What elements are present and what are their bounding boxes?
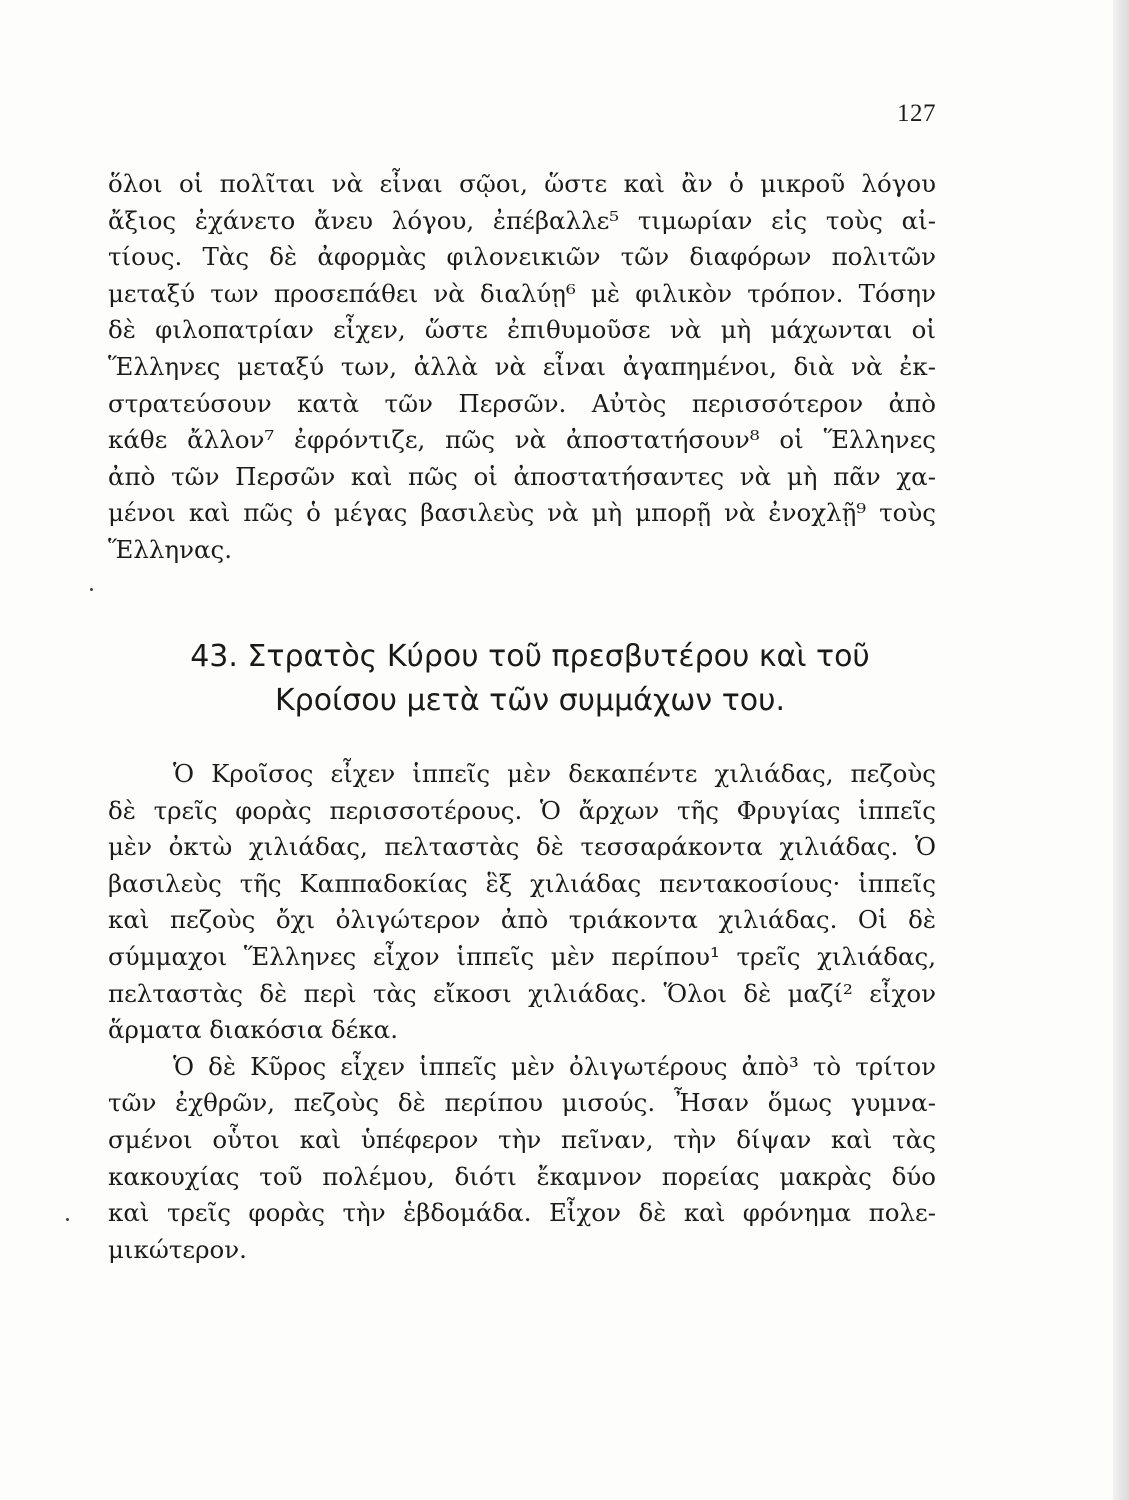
text-line: Ἕλληνες μεταξύ των, ἀλλὰ νὰ εἶναι ἀγαπημένοι, διὰ νὰ ἐκ- bbox=[108, 351, 936, 381]
text-line: κακουχίας τοῦ πολέμου, διότι ἔκαμνον πορείας μακρὰς δύο bbox=[108, 1161, 936, 1191]
text-line: τῶν ἐχθρῶν, πεζοὺς δὲ περίπου μισούς. Ἦσαν ὅμως γυμνα- bbox=[108, 1088, 936, 1118]
section-body bbox=[108, 756, 936, 1268]
text-line: Ὁ Κροῖσος εἶχεν ἱππεῖς μὲν δεκαπέντε χιλιάδας, πεζοὺς bbox=[173, 759, 936, 788]
text-line: δὲ τρεῖς φορὰς περισσοτέρους. Ὁ ἄρχων τῆς Φρυγίας ἱππεῖς bbox=[108, 795, 936, 825]
text-line: καὶ τρεῖς φορὰς τὴν ἑβδομάδα. Εἶχον δὲ καὶ φρόνημα πολε- bbox=[108, 1198, 936, 1228]
text-line: μικώτερον. bbox=[108, 1234, 247, 1264]
text-line: βασιλεὺς τῆς Καππαδοκίας ἓξ χιλιάδας πεντακοσίους· ἱππεῖς bbox=[108, 868, 936, 898]
print-speck bbox=[66, 1218, 69, 1221]
text-line: δὲ φιλοπατρίαν εἶχεν, ὥστε ἐπιθυμοῦσε νὰ μὴ μάχωνται οἱ bbox=[108, 315, 936, 345]
section-heading-line-1: 43. Στρατὸς Κύρου τοῦ πρεσβυτέρου καὶ τοῦ bbox=[190, 639, 870, 674]
text-line: ἅρματα διακόσια δέκα. bbox=[108, 1015, 399, 1045]
page-number: 127 bbox=[897, 100, 936, 127]
text-line: σμένοι οὗτοι καὶ ὑπέφερον τὴν πεῖναν, τὴν δίψαν καὶ τὰς bbox=[108, 1124, 936, 1154]
text-line: κάθε ἄλλον⁷ ἐφρόντιζε, πῶς νὰ ἀποστατήσουν⁸ οἱ Ἕλληνες bbox=[108, 425, 936, 455]
text-line: Ὁ δὲ Κῦρος εἶχεν ἱππεῖς μὲν ὀλιγωτέρους ἀπὸ³ τὸ τρίτον bbox=[173, 1051, 936, 1081]
text-line: Ἕλληνας. bbox=[108, 534, 233, 564]
text-line: πελταστὰς δὲ περὶ τὰς εἴκοσι χιλιάδας. Ὅλοι δὲ μαζί² εἶχον bbox=[108, 978, 936, 1008]
section-heading-line-2: Κροίσου μετὰ τῶν συμμάχων του. bbox=[274, 683, 785, 718]
paragraph-continued bbox=[108, 166, 936, 569]
text-line: μὲν ὀκτὼ χιλιάδας, πελταστὰς δὲ τεσσαράκοντα χιλιάδας. Ὁ bbox=[108, 832, 936, 862]
text-line: τίους. Τὰς δὲ ἀφορμὰς φιλονεικιῶν τῶν διαφόρων πολιτῶν bbox=[108, 242, 936, 272]
page-edge-shadow bbox=[1113, 0, 1129, 1500]
text-line: μεταξύ των προσεπάθει νὰ διαλύῃ⁶ μὲ φιλικὸν τρόπον. Τόσην bbox=[108, 278, 936, 308]
text-line: ἄξιος ἐχάνετο ἄνευ λόγου, ἐπέβαλλε⁵ τιμωρίαν εἰς τοὺς αἰ- bbox=[108, 205, 936, 235]
paragraph-army-of-croesus bbox=[108, 756, 936, 1049]
text-line: σύμμαχοι Ἕλληνες εἶχον ἱππεῖς μὲν περίπου¹ τρεῖς χιλιάδας, bbox=[108, 941, 936, 971]
text-line: ἀπὸ τῶν Περσῶν καὶ πῶς οἱ ἀποστατήσαντες νὰ μὴ πᾶν χα- bbox=[108, 461, 936, 491]
text-line: μένοι καὶ πῶς ὁ μέγας βασιλεὺς νὰ μὴ μπορῇ νὰ ἐνοχλῇ⁹ τοὺς bbox=[108, 498, 936, 528]
print-speck bbox=[90, 588, 93, 591]
text-line: καὶ πεζοὺς ὄχι ὀλιγώτερον ἀπὸ τριάκοντα χιλιάδας. Οἱ δὲ bbox=[108, 905, 936, 935]
paragraph-army-of-cyrus bbox=[108, 1049, 936, 1269]
text-line: στρατεύσουν κατὰ τῶν Περσῶν. Αὐτὸς περισσότερον ἀπὸ bbox=[108, 388, 936, 418]
text-line: ὅλοι οἱ πολῖται νὰ εἶναι σῷοι, ὥστε καὶ ἂν ὁ μικροῦ λόγου bbox=[108, 169, 936, 198]
